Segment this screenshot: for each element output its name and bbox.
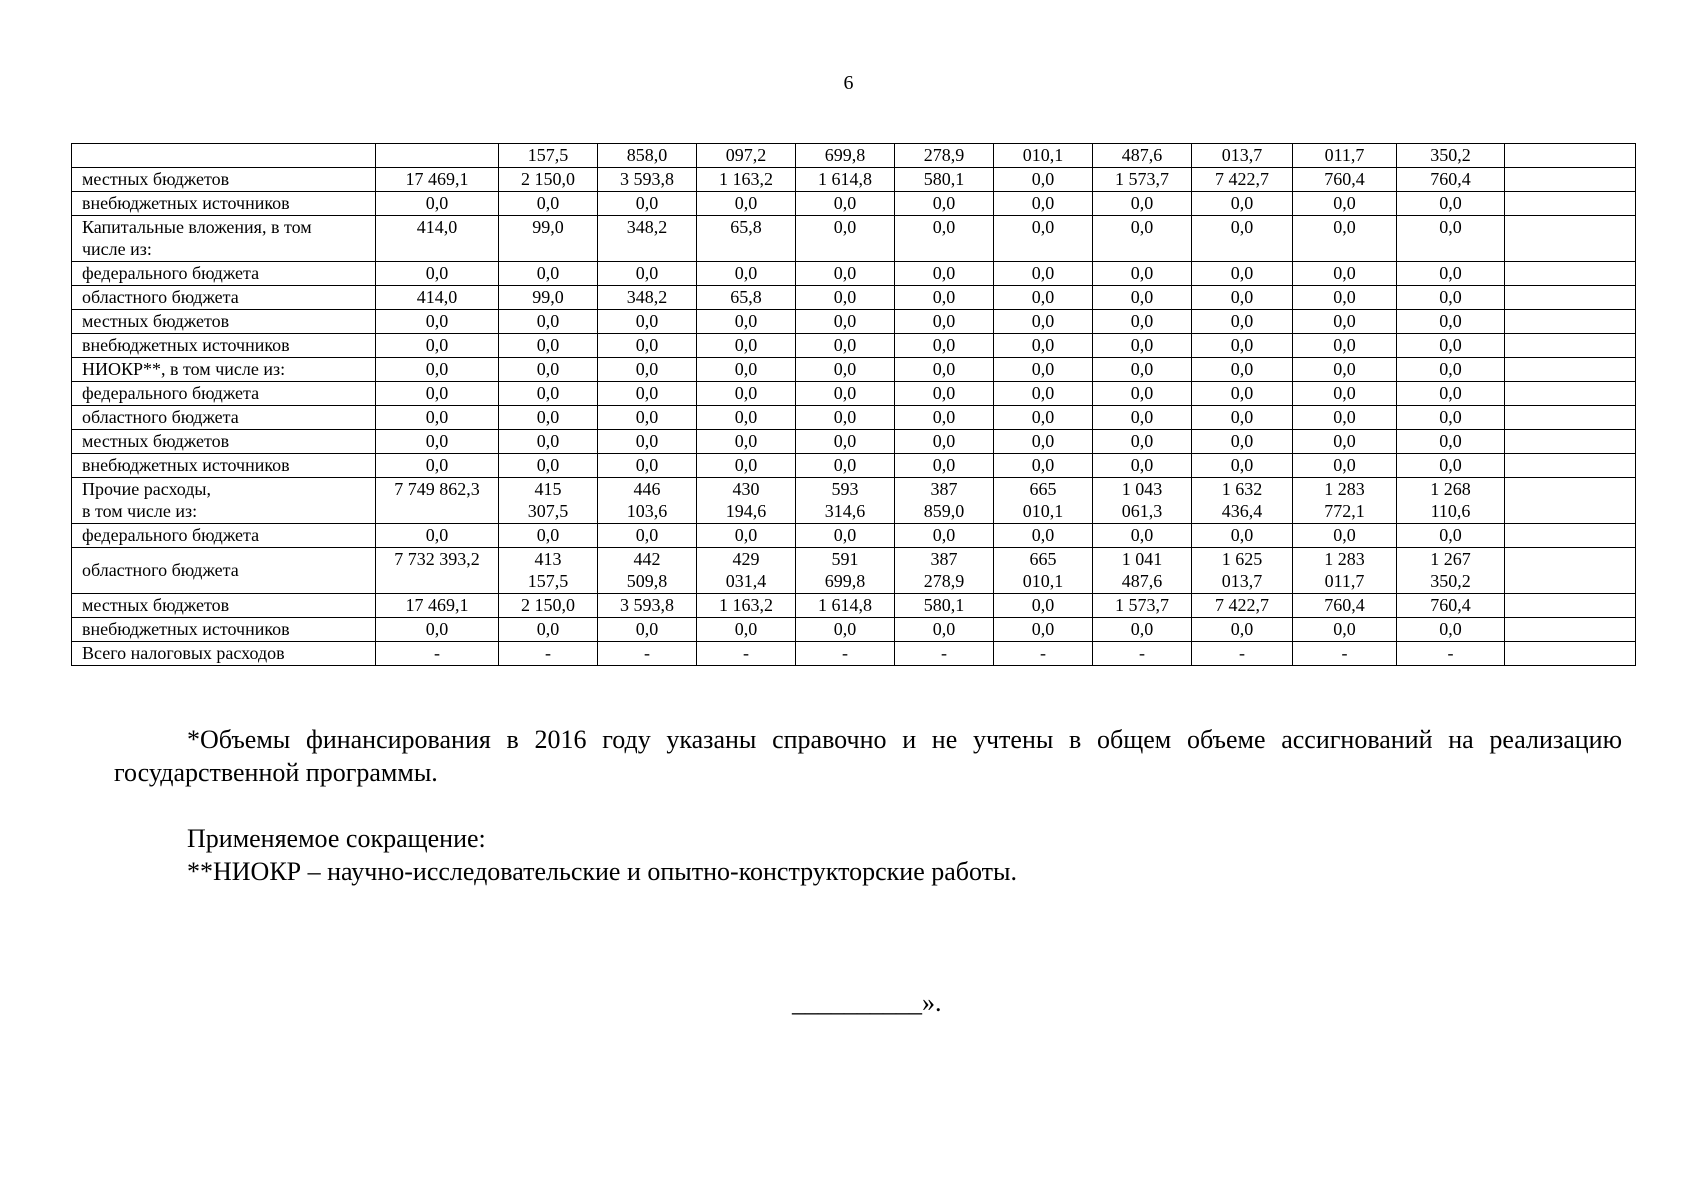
table-cell: 3 593,8 xyxy=(598,168,697,192)
table-cell xyxy=(1505,358,1636,382)
table-row xyxy=(72,524,1636,548)
table-cell: 1 283 772,1 xyxy=(1293,478,1397,524)
table-cell: 414,0 xyxy=(376,286,499,310)
table-cell xyxy=(1505,548,1636,594)
table-cell: 0,0 xyxy=(1093,334,1192,358)
table-row xyxy=(72,192,1636,216)
table-cell: 0,0 xyxy=(895,192,994,216)
table-cell: 0,0 xyxy=(697,618,796,642)
table-cell: 99,0 xyxy=(499,286,598,310)
table-cell: 7 422,7 xyxy=(1192,168,1293,192)
table-cell: 858,0 xyxy=(598,144,697,168)
table-cell xyxy=(1505,524,1636,548)
table-cell: 0,0 xyxy=(1093,262,1192,286)
table-cell: 0,0 xyxy=(1192,358,1293,382)
table-cell: 0,0 xyxy=(1093,454,1192,478)
table-cell: 0,0 xyxy=(1192,524,1293,548)
table-cell: 0,0 xyxy=(376,618,499,642)
table-row xyxy=(72,168,1636,192)
table-cell: 0,0 xyxy=(994,286,1093,310)
table-cell: 0,0 xyxy=(1293,216,1397,262)
closing-signature-line: __________». xyxy=(792,988,942,1017)
table-cell: 0,0 xyxy=(376,430,499,454)
table-cell: 0,0 xyxy=(1293,262,1397,286)
table-row xyxy=(72,286,1636,310)
table-cell xyxy=(1505,430,1636,454)
table-cell: 1 163,2 xyxy=(697,594,796,618)
row-label: Прочие расходы, в том числе из: xyxy=(72,478,376,524)
table-cell xyxy=(1505,192,1636,216)
table-cell: 0,0 xyxy=(1293,382,1397,406)
table-cell xyxy=(1505,334,1636,358)
table-cell: 699,8 xyxy=(796,144,895,168)
table-cell: 0,0 xyxy=(1397,192,1505,216)
table-row xyxy=(72,618,1636,642)
table-cell: 0,0 xyxy=(994,216,1093,262)
row-label xyxy=(72,144,376,168)
row-label: федерального бюджета xyxy=(72,524,376,548)
row-label: НИОКР**, в том числе из: xyxy=(72,358,376,382)
table-cell: 0,0 xyxy=(1397,454,1505,478)
table-cell: 0,0 xyxy=(796,216,895,262)
table-cell: 0,0 xyxy=(895,454,994,478)
budget-table xyxy=(71,143,1636,666)
table-cell: 1 041 487,6 xyxy=(1093,548,1192,594)
table-cell: 0,0 xyxy=(796,430,895,454)
table-cell: - xyxy=(796,642,895,666)
row-label: Всего налоговых расходов xyxy=(72,642,376,666)
table-cell: 0,0 xyxy=(994,262,1093,286)
table-cell: 0,0 xyxy=(376,262,499,286)
table-cell: 0,0 xyxy=(1192,216,1293,262)
table-cell: 0,0 xyxy=(598,454,697,478)
row-label: областного бюджета xyxy=(72,548,376,594)
table-cell: 0,0 xyxy=(1192,286,1293,310)
table-cell: 0,0 xyxy=(598,262,697,286)
footnotes xyxy=(114,723,1622,888)
table-cell: 665 010,1 xyxy=(994,478,1093,524)
table-cell: 0,0 xyxy=(376,382,499,406)
table-cell: 0,0 xyxy=(1293,286,1397,310)
table-cell: 7 749 862,3 xyxy=(376,478,499,524)
table-cell: 65,8 xyxy=(697,216,796,262)
table-cell: - xyxy=(1093,642,1192,666)
table-cell: 0,0 xyxy=(598,524,697,548)
footnote-financing: *Объемы финансирования в 2016 году указаны справочно и не учтены в общем объеме ассигнований на реализацию государственной программы. xyxy=(114,725,1622,787)
table-cell xyxy=(1505,642,1636,666)
table-cell: 0,0 xyxy=(376,192,499,216)
table-cell: 0,0 xyxy=(697,382,796,406)
table-cell: - xyxy=(994,642,1093,666)
table-cell: 0,0 xyxy=(1093,430,1192,454)
table-cell: 1 632 436,4 xyxy=(1192,478,1293,524)
table-row xyxy=(72,144,1636,168)
table-cell: 0,0 xyxy=(1093,310,1192,334)
table-row xyxy=(72,642,1636,666)
table-cell xyxy=(1505,618,1636,642)
table-cell: 760,4 xyxy=(1397,594,1505,618)
table-row xyxy=(72,310,1636,334)
table-cell: - xyxy=(376,642,499,666)
table-cell: 442 509,8 xyxy=(598,548,697,594)
table-row xyxy=(72,262,1636,286)
table-cell: 0,0 xyxy=(376,406,499,430)
table-cell: 0,0 xyxy=(1093,358,1192,382)
table-cell: 591 699,8 xyxy=(796,548,895,594)
table-cell: - xyxy=(895,642,994,666)
table-cell xyxy=(1505,286,1636,310)
table-cell: 0,0 xyxy=(895,358,994,382)
table-cell: 0,0 xyxy=(994,358,1093,382)
table-cell xyxy=(1505,144,1636,168)
table-cell: 99,0 xyxy=(499,216,598,262)
table-cell: 0,0 xyxy=(1192,406,1293,430)
table-row xyxy=(72,430,1636,454)
table-cell: 0,0 xyxy=(1397,310,1505,334)
table-cell: 0,0 xyxy=(796,524,895,548)
table-cell: 0,0 xyxy=(895,406,994,430)
table-cell xyxy=(1505,594,1636,618)
table-cell: 0,0 xyxy=(994,454,1093,478)
page-number: 6 xyxy=(843,72,854,94)
table-cell: 430 194,6 xyxy=(697,478,796,524)
table-cell: 1 283 011,7 xyxy=(1293,548,1397,594)
table-cell: - xyxy=(1192,642,1293,666)
table-cell xyxy=(1505,454,1636,478)
table-cell: 760,4 xyxy=(1293,594,1397,618)
table-cell: 387 859,0 xyxy=(895,478,994,524)
table-cell: 0,0 xyxy=(1397,382,1505,406)
table-cell: 0,0 xyxy=(895,382,994,406)
table-cell: 0,0 xyxy=(1093,406,1192,430)
row-label: федерального бюджета xyxy=(72,382,376,406)
table-cell: 0,0 xyxy=(994,334,1093,358)
table-cell: 0,0 xyxy=(796,262,895,286)
table-cell: 0,0 xyxy=(598,310,697,334)
table-cell: 0,0 xyxy=(598,430,697,454)
table-cell: 0,0 xyxy=(994,594,1093,618)
table-cell xyxy=(1505,382,1636,406)
table-cell: 0,0 xyxy=(1293,192,1397,216)
table-cell xyxy=(376,144,499,168)
row-label: федерального бюджета xyxy=(72,262,376,286)
table-cell: 0,0 xyxy=(1293,454,1397,478)
table-cell: 0,0 xyxy=(895,334,994,358)
table-cell: 0,0 xyxy=(796,618,895,642)
table-cell: 0,0 xyxy=(598,406,697,430)
table-cell: 0,0 xyxy=(499,358,598,382)
table-cell: 0,0 xyxy=(499,430,598,454)
table-cell: 0,0 xyxy=(499,310,598,334)
table-cell xyxy=(1505,406,1636,430)
abbreviation-niokr: **НИОКР – научно-исследовательские и опытно-конструкторские работы. xyxy=(187,857,1017,886)
table-cell: 0,0 xyxy=(1093,286,1192,310)
table-cell: 0,0 xyxy=(1093,382,1192,406)
table-cell: 1 573,7 xyxy=(1093,594,1192,618)
table-cell: 0,0 xyxy=(796,334,895,358)
table-cell: 0,0 xyxy=(1397,216,1505,262)
row-label: областного бюджета xyxy=(72,406,376,430)
row-label: областного бюджета xyxy=(72,286,376,310)
table-cell: 0,0 xyxy=(376,358,499,382)
table-cell: 0,0 xyxy=(895,618,994,642)
table-cell: 414,0 xyxy=(376,216,499,262)
table-cell: - xyxy=(499,642,598,666)
table-cell: 0,0 xyxy=(499,192,598,216)
table-cell: - xyxy=(1397,642,1505,666)
table-cell: 0,0 xyxy=(499,618,598,642)
table-cell: 348,2 xyxy=(598,286,697,310)
table-cell: 0,0 xyxy=(1293,310,1397,334)
table-cell: 0,0 xyxy=(697,334,796,358)
table-cell: 0,0 xyxy=(1397,358,1505,382)
table-cell: 17 469,1 xyxy=(376,168,499,192)
table-cell: 0,0 xyxy=(1192,618,1293,642)
table-cell: 1 625 013,7 xyxy=(1192,548,1293,594)
table-cell: 0,0 xyxy=(697,454,796,478)
table-cell xyxy=(1505,168,1636,192)
table-cell: 3 593,8 xyxy=(598,594,697,618)
table-cell: 0,0 xyxy=(1293,406,1397,430)
table-cell: 17 469,1 xyxy=(376,594,499,618)
table-cell: - xyxy=(697,642,796,666)
abbreviation-heading: Применяемое сокращение: xyxy=(187,824,486,853)
table-row xyxy=(72,216,1636,262)
table-cell: 1 163,2 xyxy=(697,168,796,192)
table-cell: 0,0 xyxy=(895,430,994,454)
table-cell: 0,0 xyxy=(1192,382,1293,406)
table-cell xyxy=(1505,478,1636,524)
budget-table-body xyxy=(72,144,1636,666)
table-cell: 0,0 xyxy=(1397,618,1505,642)
table-cell: 0,0 xyxy=(1192,454,1293,478)
table-cell: 0,0 xyxy=(994,192,1093,216)
table-cell: 0,0 xyxy=(376,454,499,478)
table-cell xyxy=(1505,216,1636,262)
table-cell: 0,0 xyxy=(1293,524,1397,548)
table-cell: 157,5 xyxy=(499,144,598,168)
row-label: местных бюджетов xyxy=(72,430,376,454)
table-cell: 0,0 xyxy=(994,168,1093,192)
table-row xyxy=(72,454,1636,478)
table-cell: 1 043 061,3 xyxy=(1093,478,1192,524)
table-cell: 0,0 xyxy=(994,382,1093,406)
table-row xyxy=(72,382,1636,406)
table-cell: 0,0 xyxy=(499,262,598,286)
table-cell: 0,0 xyxy=(499,406,598,430)
table-cell: 0,0 xyxy=(1397,262,1505,286)
table-cell: 0,0 xyxy=(796,286,895,310)
table-cell: 0,0 xyxy=(1093,618,1192,642)
table-cell: 0,0 xyxy=(1293,334,1397,358)
table-cell: 0,0 xyxy=(796,406,895,430)
table-cell: 7 422,7 xyxy=(1192,594,1293,618)
table-cell: 0,0 xyxy=(994,430,1093,454)
table-cell: 760,4 xyxy=(1293,168,1397,192)
table-cell: 387 278,9 xyxy=(895,548,994,594)
table-cell xyxy=(1505,262,1636,286)
table-cell: 0,0 xyxy=(994,310,1093,334)
table-cell: 487,6 xyxy=(1093,144,1192,168)
table-cell: 0,0 xyxy=(1293,358,1397,382)
table-cell: 278,9 xyxy=(895,144,994,168)
table-cell: 0,0 xyxy=(895,216,994,262)
table-cell: 0,0 xyxy=(1293,618,1397,642)
table-cell: 0,0 xyxy=(1192,334,1293,358)
table-cell: 0,0 xyxy=(697,358,796,382)
table-cell: 0,0 xyxy=(1192,430,1293,454)
table-cell: 0,0 xyxy=(994,524,1093,548)
table-cell: 0,0 xyxy=(1397,430,1505,454)
table-cell: 0,0 xyxy=(499,524,598,548)
table-cell: 665 010,1 xyxy=(994,548,1093,594)
table-cell: 350,2 xyxy=(1397,144,1505,168)
table-cell: 0,0 xyxy=(796,192,895,216)
table-cell: 097,2 xyxy=(697,144,796,168)
table-cell: 0,0 xyxy=(895,286,994,310)
table-cell: 760,4 xyxy=(1397,168,1505,192)
table-cell: - xyxy=(598,642,697,666)
table-cell: 593 314,6 xyxy=(796,478,895,524)
table-cell: 0,0 xyxy=(376,524,499,548)
table-cell: 011,7 xyxy=(1293,144,1397,168)
table-cell: 0,0 xyxy=(697,310,796,334)
row-label: местных бюджетов xyxy=(72,594,376,618)
table-cell: 1 268 110,6 xyxy=(1397,478,1505,524)
table-cell: 0,0 xyxy=(1093,216,1192,262)
table-cell: 0,0 xyxy=(1397,286,1505,310)
table-cell: 0,0 xyxy=(1293,430,1397,454)
table-cell: 0,0 xyxy=(796,382,895,406)
row-label: Капитальные вложения, в том числе из: xyxy=(72,216,376,262)
table-cell: 0,0 xyxy=(1093,524,1192,548)
table-cell: 0,0 xyxy=(499,454,598,478)
table-cell: 2 150,0 xyxy=(499,168,598,192)
table-cell: 0,0 xyxy=(895,310,994,334)
table-cell: 1 614,8 xyxy=(796,594,895,618)
table-cell: 0,0 xyxy=(697,430,796,454)
table-cell xyxy=(1505,310,1636,334)
table-cell: 0,0 xyxy=(1397,406,1505,430)
table-cell: 0,0 xyxy=(895,262,994,286)
table-cell: 0,0 xyxy=(598,334,697,358)
table-cell: 0,0 xyxy=(697,262,796,286)
table-cell: 1 267 350,2 xyxy=(1397,548,1505,594)
table-cell: 429 031,4 xyxy=(697,548,796,594)
table-cell: 0,0 xyxy=(499,382,598,406)
table-row xyxy=(72,478,1636,524)
table-cell: 7 732 393,2 xyxy=(376,548,499,594)
table-cell: 0,0 xyxy=(994,406,1093,430)
table-row xyxy=(72,548,1636,594)
row-label: внебюджетных источников xyxy=(72,454,376,478)
table-cell: 446 103,6 xyxy=(598,478,697,524)
table-cell: 0,0 xyxy=(1192,262,1293,286)
table-cell: 1 573,7 xyxy=(1093,168,1192,192)
table-cell: 0,0 xyxy=(796,454,895,478)
table-cell: 0,0 xyxy=(895,524,994,548)
table-cell: 0,0 xyxy=(697,406,796,430)
row-label: внебюджетных источников xyxy=(72,334,376,358)
table-cell: 0,0 xyxy=(1093,192,1192,216)
row-label: местных бюджетов xyxy=(72,168,376,192)
table-cell: 1 614,8 xyxy=(796,168,895,192)
row-label: местных бюджетов xyxy=(72,310,376,334)
table-row xyxy=(72,334,1636,358)
table-cell: 0,0 xyxy=(376,310,499,334)
table-row xyxy=(72,358,1636,382)
table-cell: 0,0 xyxy=(376,334,499,358)
table-cell: 010,1 xyxy=(994,144,1093,168)
table-cell: 348,2 xyxy=(598,216,697,262)
table-cell: 0,0 xyxy=(994,618,1093,642)
table-cell: 413 157,5 xyxy=(499,548,598,594)
table-cell: 65,8 xyxy=(697,286,796,310)
table-cell: 0,0 xyxy=(598,382,697,406)
table-row xyxy=(72,594,1636,618)
table-cell: 580,1 xyxy=(895,594,994,618)
row-label: внебюджетных источников xyxy=(72,618,376,642)
table-cell: 013,7 xyxy=(1192,144,1293,168)
row-label: внебюджетных источников xyxy=(72,192,376,216)
table-cell: 0,0 xyxy=(1192,310,1293,334)
table-cell: 0,0 xyxy=(796,358,895,382)
table-cell: 0,0 xyxy=(1397,524,1505,548)
table-cell: - xyxy=(1293,642,1397,666)
table-cell: 415 307,5 xyxy=(499,478,598,524)
table-cell: 0,0 xyxy=(598,618,697,642)
table-cell: 0,0 xyxy=(1397,334,1505,358)
table-cell: 0,0 xyxy=(697,192,796,216)
table-cell: 0,0 xyxy=(499,334,598,358)
table-cell: 0,0 xyxy=(1192,192,1293,216)
table-cell: 0,0 xyxy=(796,310,895,334)
table-row xyxy=(72,406,1636,430)
table-cell: 0,0 xyxy=(697,524,796,548)
table-cell: 0,0 xyxy=(598,192,697,216)
table-cell: 0,0 xyxy=(598,358,697,382)
table-cell: 2 150,0 xyxy=(499,594,598,618)
table-cell: 580,1 xyxy=(895,168,994,192)
